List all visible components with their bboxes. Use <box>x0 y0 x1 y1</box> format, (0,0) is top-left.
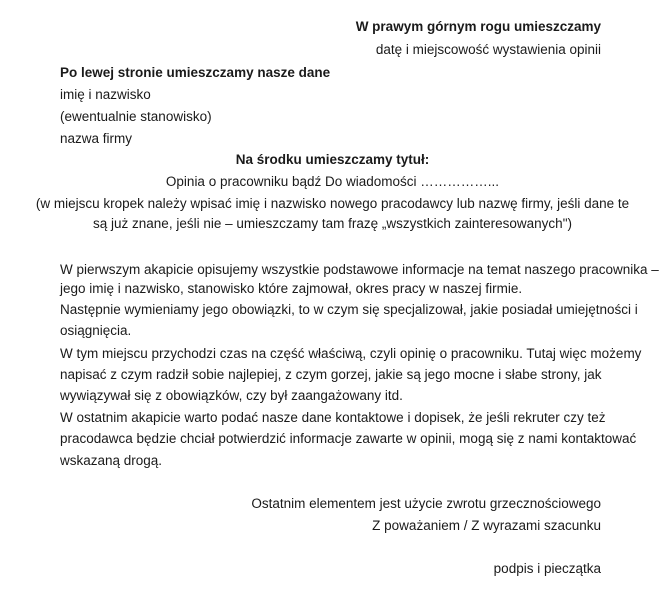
center-note-line: są już znane, jeśli nie – umieszczamy tam frazę „wszystkich zainteresowanych") <box>93 216 572 231</box>
center-subtitle: Opinia o pracowniku bądź Do wiadomości ……………... <box>165 174 500 189</box>
header-left-line: imię i nazwisko <box>60 87 151 102</box>
center-title: Na środku umieszczamy tytuł: <box>235 152 430 167</box>
body-line: pracodawca będzie chciał potwierdzić informacje zawarte w opinii, mogą się z nami kontaktować <box>60 431 637 446</box>
signature-label: podpis i pieczątka <box>493 561 601 576</box>
body-line: Następnie wymieniamy jego obowiązki, to w czym się specjalizował, jakie posiadał umiejętności i <box>60 302 638 317</box>
body-line: jego imię i nazwisko, stanowisko które zajmował, okres pracy w naszej firmie. <box>60 281 523 296</box>
header-left-title: Po lewej stronie umieszczamy nasze dane <box>60 65 331 80</box>
body-line: osiągnięcia. <box>60 323 132 338</box>
header-right-title: W prawym górnym rogu umieszczamy <box>355 19 601 34</box>
header-left-line: (ewentualnie stanowisko) <box>60 109 212 124</box>
body-line: W tym miejscu przychodzi czas na część właściwą, czyli opinię o pracowniku. Tutaj więc możemy <box>60 346 642 361</box>
header-right-subtitle: datę i miejscowość wystawienia opinii <box>375 42 601 57</box>
body-line: W pierwszym akapicie opisujemy wszystkie podstawowe informacje na temat naszego pracownika – <box>60 262 659 277</box>
closing-line-2: Z poważaniem / Z wyrazami szacunku <box>372 518 601 533</box>
body-line: wskazaną drogą. <box>60 453 163 468</box>
body-line: wywiązywał się z obowiązków, czy był zaangażowany itd. <box>60 388 403 403</box>
closing-line-1: Ostatnim elementem jest użycie zwrotu grzecznościowego <box>251 496 601 511</box>
body-line: napisać z czym radził sobie najlepiej, z czym gorzej, jakie są jego mocne i słabe strony, jak <box>60 367 602 382</box>
body-line: W ostatnim akapicie warto podać nasze dane kontaktowe i dopisek, że jeśli rekruter czy też <box>60 410 606 425</box>
header-left-line: nazwa firmy <box>60 131 133 146</box>
center-note-line: (w miejscu kropek należy wpisać imię i nazwisko nowego pracodawcy lub nazwę firmy, jeśli dane te <box>35 196 630 211</box>
